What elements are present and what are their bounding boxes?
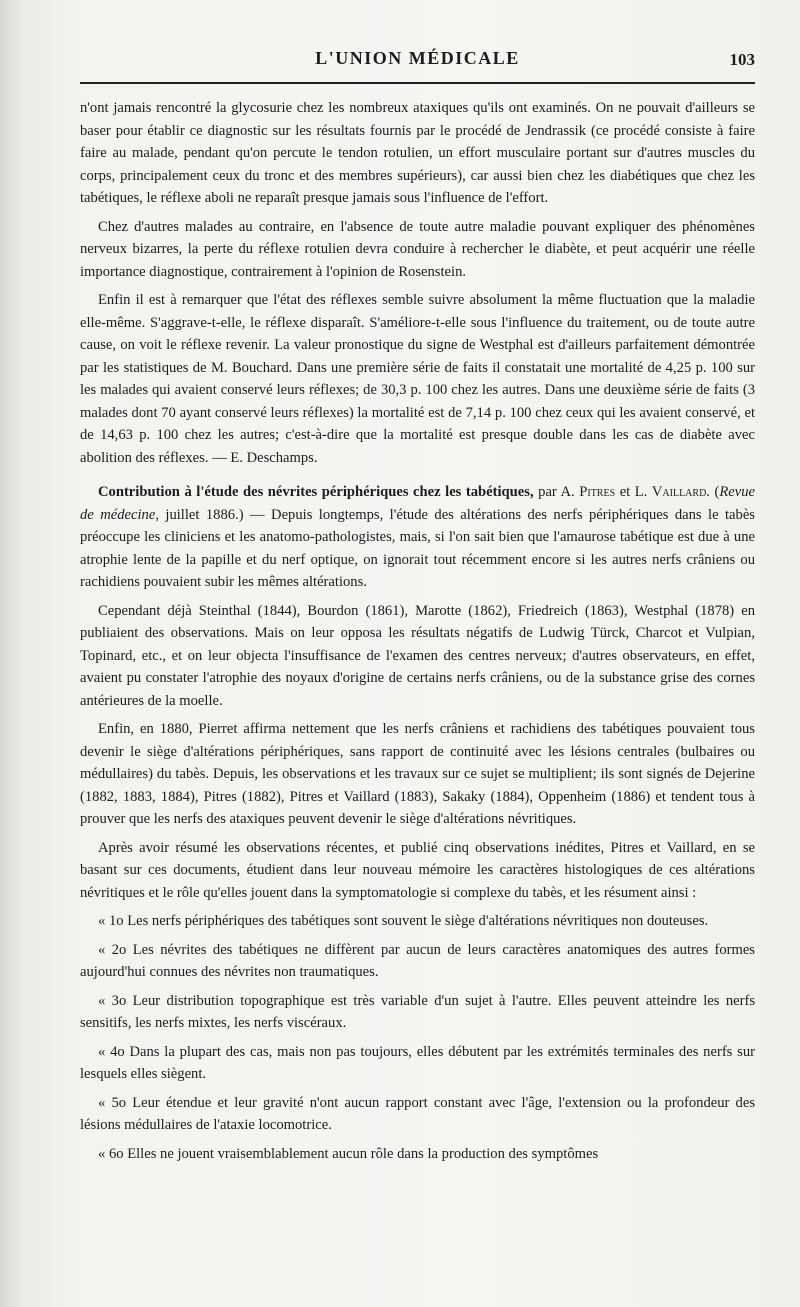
conclusion-item: « 2o Les névrites des tabétiques ne diffèrent par aucun de leurs caractères anatomiques des autres formes aujourd'hui connues des névrites non traumatiques.	[80, 941, 755, 980]
page-body	[80, 97, 755, 1165]
conclusion-item: « 6o Elles ne jouent vraisemblablement aucun rôle dans la production des symptômes	[98, 1145, 599, 1162]
article-and: et L.	[615, 484, 652, 500]
paragraph: Chez d'autres malades au contraire, en l'absence de toute autre maladie pouvant expliquer des phénomènes nerveux bizarres, la perte du réflexe rotulien devra conduire à rechercher le diabète, et peut acquérir une réelle importance diagnostique, contrairement à l'opinion de Rosenstein.	[80, 218, 755, 280]
article-intro	[80, 481, 755, 594]
conclusion-item: « 5o Leur étendue et leur gravité n'ont aucun rapport constant avec l'âge, l'extension ou la profondeur des lésions médullaires de l'ataxie locomotrice.	[80, 1094, 755, 1133]
journal-name: Revue de médecine	[80, 484, 755, 523]
paragraph: Après avoir résumé les observations récentes, et publié cinq observations inédites, Pitres et Vaillard, en se basant sur ces documents, étudient dans leur nouveau mémoire les caractères histologiques de ces altérations névritiques et le rôle qu'elles jouent dans la symptomatologie si complexe du tabès, et les résument ainsi :	[80, 839, 755, 901]
page-header	[80, 44, 755, 78]
conclusion-item: « 4o Dans la plupart des cas, mais non pas toujours, elles débutent par les extrémités terminales des nerfs sur lesquels elles siègent.	[80, 1043, 755, 1082]
paragraph-continued: n'ont jamais rencontré la glycosurie chez les nombreux ataxiques qu'ils ont examinés. On ne pouvait d'ailleurs se baser pour établir ce diagnostic sur les résultats fournis par le procédé de Jendrassik (ce procédé consiste à faire faire au malade, pendant qu'on percute le tendon rotulien, un effort musculaire portant sur d'autres muscles du corps, principalement ceux du tronc et des membres supérieurs), car aussi bien chez les diabétiques que chez les tabétiques, le réflexe aboli ne reparaît presque jamais sous l'influence de l'effort.	[80, 100, 755, 206]
running-title: L'UNION MÉDICALE	[315, 48, 520, 68]
article-by: par A.	[533, 484, 580, 500]
author-name: Pitres	[579, 484, 616, 500]
conclusion-item: « 3o Leur distribution topographique est très variable d'un sujet à l'autre. Elles peuvent atteindre les nerfs sensitifs, les nerfs mixtes, les nerfs viscéraux.	[80, 992, 755, 1031]
author-name: Vaillard	[651, 484, 707, 500]
conclusion-item: « 1o Les nerfs périphériques des tabétiques sont souvent le siège d'altérations névritiques non douteuses.	[98, 913, 709, 929]
header-rule	[80, 82, 755, 84]
article-title: Contribution à l'étude des névrites périphériques chez les tabétiques,	[98, 484, 534, 500]
paragraph: Enfin, en 1880, Pierret affirma nettement que les nerfs crâniens et rachidiens des tabétiques pouvaient tous devenir le siège d'altérations périphériques, sans rapport de continuité avec les lésions centrales (bulbaires ou médullaires) du tabès. Depuis, les observations et les travaux sur ce sujet se multiplient; ils sont signés de Dejerine (1882, 1883, 1884), Pitres (1882), Pitres et Vaillard (1883), Sakaky (1884), Oppenheim (1886) et tendent tous à prouver que les nerfs des ataxiques peuvent devenir le siège d'altérations névritiques.	[80, 721, 755, 827]
page-number: 103	[729, 50, 755, 69]
article-ref-open: . (	[706, 484, 720, 500]
article-ref-rest: , juillet 1886.) — Depuis longtemps, l'étude des altérations des nerfs périphériques dans le tabès préoccupe les cliniciens et les anatomo-pathologistes, mais, si l'on sait bien que l'amaurose tabétique est due à une atrophie lente de la papille et du nerf optique, on ignorait tout récemment encore si les autres nerfs crâniens ou rachidiens pouvaient subir les mêmes altérations.	[80, 506, 755, 590]
paragraph: Enfin il est à remarquer que l'état des réflexes semble suivre absolument la même fluctuation que la maladie elle-même. S'aggrave-t-elle, le réflexe disparaît. S'améliore-t-elle sous l'influence du traitement, ou de toute autre cause, on voit le réflexe revenir. La valeur pronostique du signe de Westphal est d'ailleurs parfaitement démontrée par les statistiques de M. Bouchard. Dans une première série de faits il constatait une mortalité de 4,25 p. 100 sur les malades qui avaient conservé leurs réflexes; de 30,3 p. 100 chez les autres. Dans une deuxième série de faits (3 malades dont 70 ayant conservé leurs réflexes) la mortalité est de 7,14 p. 100 chez ceux qui les avaient conservé, et de 14,63 p. 100 chez les autres; c'est-à-dire que la mortalité est presque double dans les cas de diabète avec abolition des réflexes. — E. Deschamps.	[80, 292, 755, 466]
paragraph: Cependant déjà Steinthal (1844), Bourdon (1861), Marotte (1862), Friedreich (1863), Westphal (1878) en publiaient des observations. Mais on leur opposa les résultats négatifs de Ludwig Türck, Charcot et Vulpian, Topinard, etc., et on leur objecta l'insuffisance de l'examen des centres nerveux; d'autres observateurs, en effet, avaient pu constater l'atrophie des noyaux d'origine de certains nerfs crâniens, ou de la substance grise des cornes antérieures de la moelle.	[80, 602, 755, 709]
